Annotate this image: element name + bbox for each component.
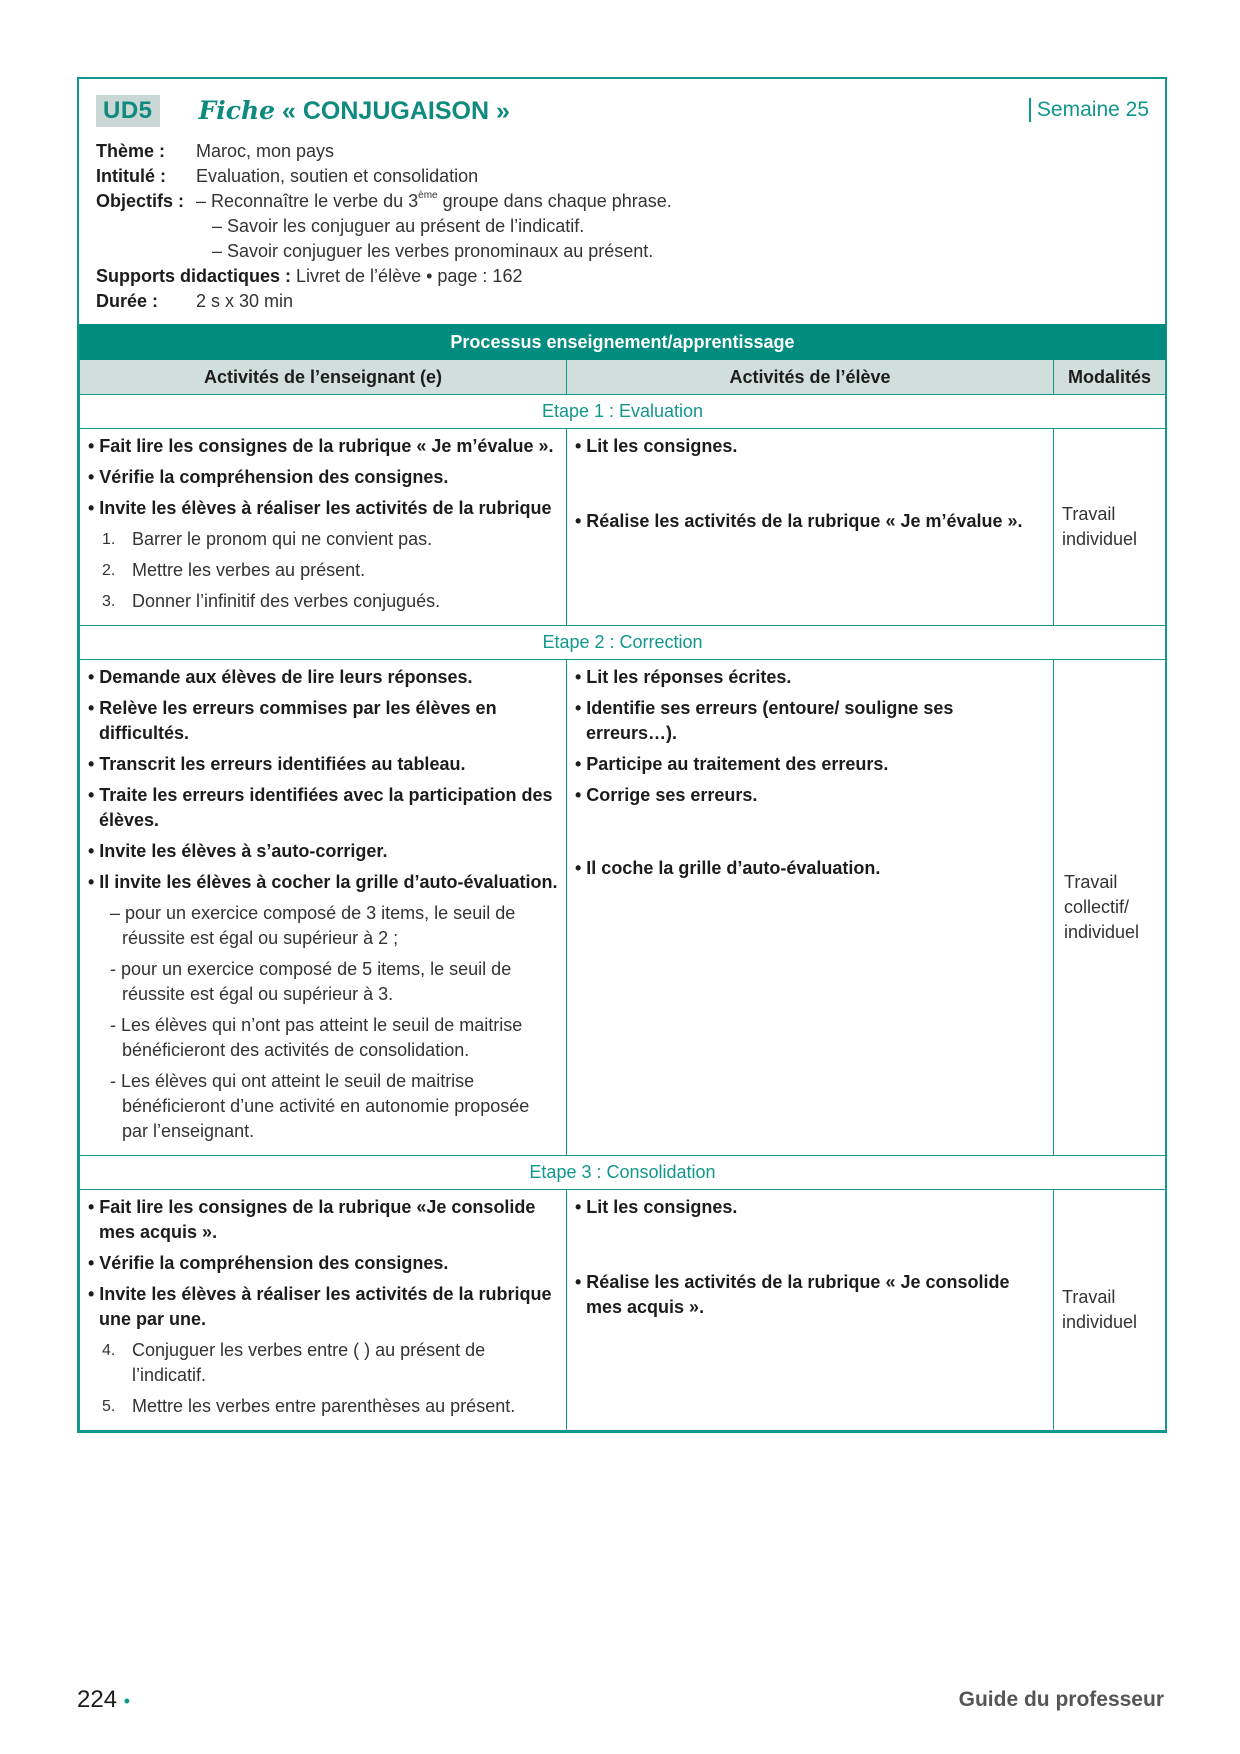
objectif-2: – Savoir les conjuguer au présent de l’indicatif.: [212, 216, 585, 236]
supports-value: Livret de l’élève • page : 162: [291, 266, 523, 286]
item-text: Barrer le pronom qui ne convient pas.: [132, 529, 433, 549]
modal-text: individuel: [1064, 922, 1140, 942]
stage-3-modalite: [1054, 1190, 1166, 1431]
theme-value: Maroc, mon pays: [196, 141, 335, 161]
stage-2-row: [80, 660, 1166, 1156]
list-item: • Identifie ses erreurs (entoure/ souligne ses erreurs…).: [575, 698, 954, 743]
page-number: [77, 1686, 130, 1714]
list-item: • Corrige ses erreurs.: [575, 785, 758, 805]
stage-1-student: [567, 429, 1054, 626]
stage-3-title: Etape 3 : Consolidation: [80, 1156, 1166, 1190]
objectif-1: [196, 189, 672, 214]
stage-3-teacher: [80, 1190, 567, 1431]
detail-item: – pour un exercice composé de 3 items, le seuil de réussite est égal ou supérieur à 2 ;: [110, 903, 516, 948]
process-table: [79, 324, 1166, 1431]
list-item: • Vérifie la compréhension des consignes.: [88, 467, 449, 487]
list-item: • Participe au traitement des erreurs.: [575, 754, 889, 774]
detail-item: - Les élèves qui ont atteint le seuil de maitrise bénéficieront d’une activité en autonomie proposée par l’enseignant.: [110, 1071, 530, 1141]
numbered-item: [102, 527, 558, 552]
modal-text: Travail: [1062, 1287, 1116, 1307]
item-text: Mettre les verbes entre parenthèses au présent.: [132, 1396, 516, 1416]
list-item: • Relève les erreurs commises par les élèves en difficultés.: [88, 698, 497, 743]
lesson-meta: [96, 139, 1149, 314]
col-modal-header: Modalités: [1054, 360, 1166, 395]
list-item: • Réalise les activités de la rubrique « Je consolide mes acquis ».: [575, 1272, 1010, 1317]
modal-text: individuel: [1062, 1312, 1138, 1332]
item-number: 2.: [102, 562, 116, 579]
list-item: • Lit les réponses écrites.: [575, 667, 792, 687]
list-item: • Invite les élèves à réaliser les activités de la rubrique: [88, 498, 552, 518]
intitule-value: Evaluation, soutien et consolidation: [196, 166, 479, 186]
list-item: • Transcrit les erreurs identifiées au tableau.: [88, 754, 466, 774]
stage-2-student: [567, 660, 1054, 1156]
list-item: • Fait lire les consignes de la rubrique «Je consolide mes acquis ».: [88, 1197, 536, 1242]
stage-2-modalite: [1054, 660, 1166, 1156]
objectif-1-text: – Reconnaître le verbe du 3: [196, 191, 419, 211]
numbered-item: [102, 1338, 558, 1388]
list-item: • Fait lire les consignes de la rubrique « Je m’évalue ».: [88, 436, 554, 456]
list-item: • Il invite les élèves à cocher la grille d’auto-évaluation.: [88, 872, 558, 892]
process-title: Processus enseignement/apprentissage: [80, 325, 1166, 360]
intitule-label: Intitulé :: [96, 166, 166, 186]
fiche-title: [199, 96, 510, 126]
modal-text: collectif/: [1064, 897, 1130, 917]
list-item: • Réalise les activités de la rubrique « Je m’évalue ».: [575, 511, 1023, 531]
stage-1-teacher: [80, 429, 567, 626]
item-number: 5.: [102, 1398, 116, 1415]
col-teacher-header: Activités de l’enseignant (e): [80, 360, 567, 395]
item-text: Mettre les verbes au présent.: [132, 560, 366, 580]
objectif-1-sup: ème: [418, 190, 438, 201]
stage-2-title: Etape 2 : Correction: [80, 626, 1166, 660]
list-item: • Lit les consignes.: [575, 436, 738, 456]
objectifs-label: Objectifs :: [96, 191, 185, 211]
footer-title: Guide du professeur: [958, 1688, 1164, 1711]
list-item: • Invite les élèves à réaliser les activités de la rubrique une par une.: [88, 1284, 552, 1329]
stage-3-row: [80, 1190, 1166, 1431]
item-text: Donner l’infinitif des verbes conjugués.: [132, 591, 441, 611]
list-item: • Il coche la grille d’auto-évaluation.: [575, 858, 881, 878]
numbered-item: [102, 1394, 558, 1419]
stage-2-teacher: [80, 660, 567, 1156]
objectif-3: – Savoir conjuguer les verbes pronominaux au présent.: [212, 241, 654, 261]
stage-1-title: Etape 1 : Evaluation: [80, 395, 1166, 429]
numbered-item: [102, 589, 558, 614]
page-dot: •: [123, 1691, 131, 1711]
lesson-sheet: [77, 77, 1167, 1433]
sheet-header: [79, 79, 1165, 324]
item-number: 1.: [102, 531, 116, 548]
numbered-item: [102, 558, 558, 583]
list-item: • Traite les erreurs identifiées avec la participation des élèves.: [88, 785, 553, 830]
detail-item: - Les élèves qui n’ont pas atteint le seuil de maitrise bénéficieront des activités de consolidation.: [110, 1015, 523, 1060]
duree-label: Durée :: [96, 291, 159, 311]
list-item: • Invite les élèves à s’auto-corriger.: [88, 841, 388, 861]
modal-text: individuel: [1062, 529, 1138, 549]
fiche-word: Fiche: [198, 96, 276, 125]
supports-label: Supports didactiques :: [96, 266, 292, 286]
list-item: • Vérifie la compréhension des consignes.: [88, 1253, 449, 1273]
detail-item: - pour un exercice composé de 5 items, le seuil de réussite est égal ou supérieur à 3.: [110, 959, 512, 1004]
col-student-header: Activités de l’élève: [567, 360, 1054, 395]
item-number: 4.: [102, 1342, 116, 1359]
page-number-text: 224: [77, 1686, 118, 1713]
item-number: 3.: [102, 593, 116, 610]
stage-3-student: [567, 1190, 1054, 1431]
unit-badge: UD5: [96, 95, 160, 127]
modal-text: Travail: [1064, 872, 1118, 892]
objectif-1-end: groupe dans chaque phrase.: [437, 191, 672, 211]
item-text: Conjuguer les verbes entre ( ) au présent de l’indicatif.: [132, 1340, 486, 1385]
fiche-name: « CONJUGAISON »: [282, 97, 510, 125]
list-item: • Demande aux élèves de lire leurs réponses.: [88, 667, 473, 687]
stage-1-row: [80, 429, 1166, 626]
theme-label: Thème :: [96, 141, 166, 161]
title-row: [96, 93, 1149, 129]
duree-value: 2 s x 30 min: [196, 291, 294, 311]
list-item: • Lit les consignes.: [575, 1197, 738, 1217]
modal-text: Travail: [1062, 504, 1116, 524]
stage-1-modalite: [1054, 429, 1166, 626]
week-label: Semaine 25: [1029, 98, 1149, 122]
